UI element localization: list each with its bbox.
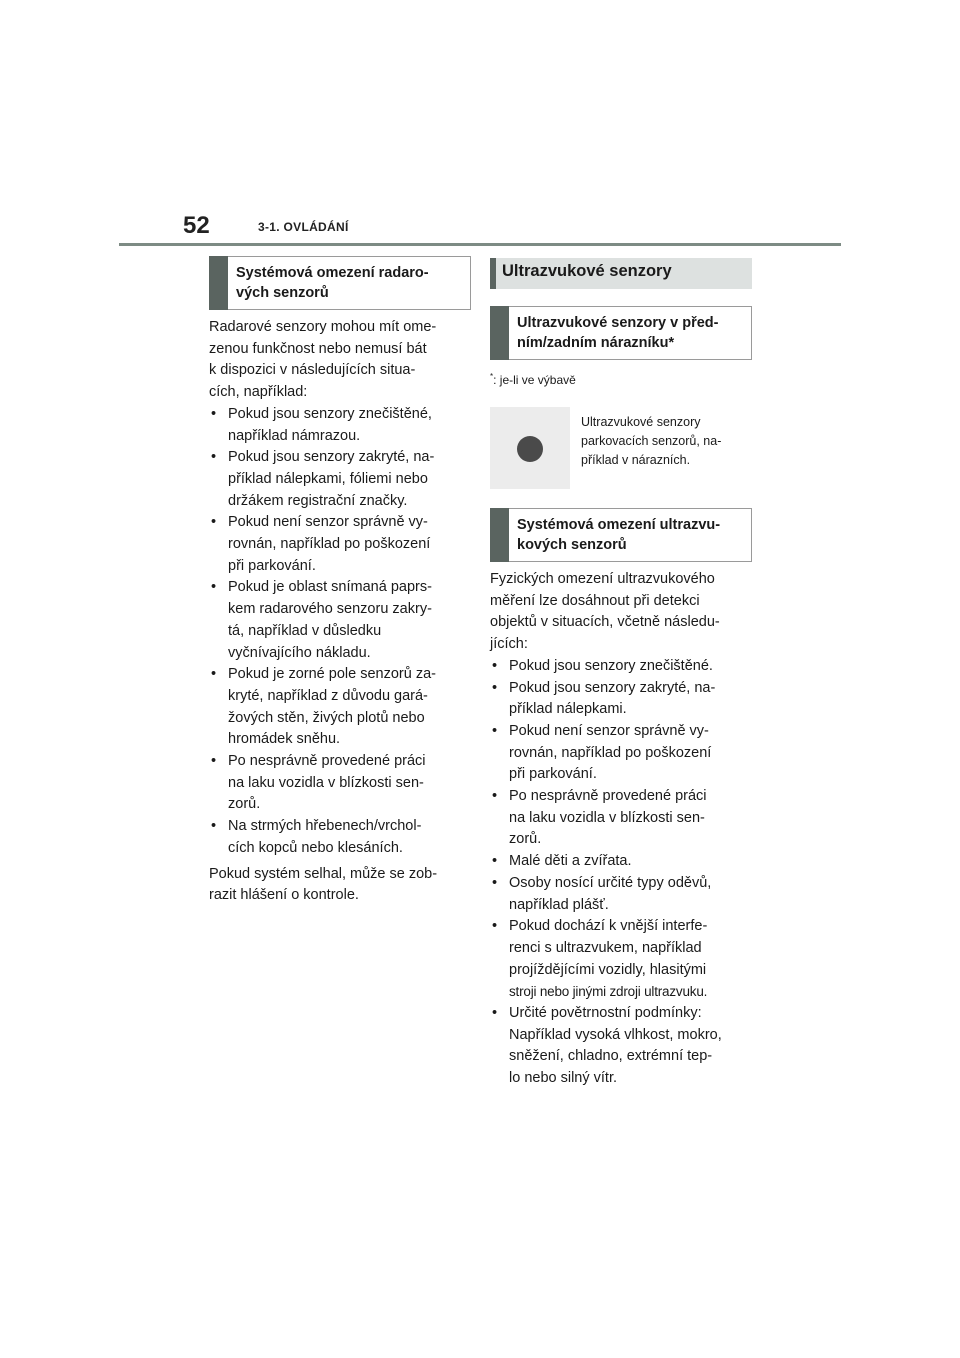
- list-item: • Na strmých hřebenech/vrchol- cích kopců nebo klesáních.: [209, 816, 471, 859]
- heading-line: Systémová omezení radaro-: [236, 265, 429, 281]
- text-line: cích, například:: [209, 384, 308, 401]
- list-item: • Pokud jsou senzory zakryté, na- příklad nálepkami, fóliemi nebo držákem registrační značky.: [209, 447, 471, 512]
- list-item: • Pokud dochází k vnější interfe- renci s ultrazvukem, například projíždějícími vozidly, hlasitými stroji nebo jinými zdroji ultrazvuku.: [490, 916, 752, 1003]
- ultrasonic-intro-paragraph: [490, 569, 752, 656]
- list-item: • Určité povětrnostní podmínky: Například vysoká vlhkost, mokro, sněžení, chladno, extrémní tep- lo nebo silný vítr.: [490, 1003, 752, 1090]
- list-item: • Malé děti a zvířata.: [490, 851, 752, 873]
- list-item: • Pokud jsou senzory znečištěné, například námrazou.: [209, 404, 471, 447]
- radar-intro-paragraph: [209, 317, 471, 404]
- ultrasonic-sensor-icon: [517, 436, 543, 462]
- sensor-caption: Ultrazvukové senzory parkovacích senzorů, na- příklad v nárazních.: [581, 415, 722, 467]
- radar-limitations-list: [209, 404, 471, 860]
- left-column: [209, 256, 471, 907]
- list-item: • Osoby nosící určité typy oděvů, například plášť.: [490, 873, 752, 916]
- list-item: • Pokud jsou senzory zakryté, na- příklad nálepkami.: [490, 678, 752, 721]
- footnote-text: : je-li ve výbavě: [493, 373, 576, 387]
- heading-line: Ultrazvukové senzory v před-: [517, 315, 719, 331]
- text-line: jících:: [490, 636, 528, 653]
- text-line: k dispozici v následujících situa-: [209, 362, 416, 379]
- list-item: • Pokud není senzor správně vy- rovnán, například po poškození při parkování.: [490, 721, 752, 786]
- heading-line: Systémová omezení ultrazvu-: [517, 517, 721, 533]
- text-line: Fyzických omezení ultrazvukového: [490, 571, 715, 587]
- equipment-footnote: [490, 372, 752, 387]
- list-item: • Po nesprávně provedené práci na laku vozidla v blízkosti sen- zorů.: [209, 751, 471, 816]
- heading-line: vých senzorů: [236, 285, 329, 301]
- list-item: • Pokud je zorné pole senzorů za- kryté, například z důvodu gará- žových stěn, živých plotů nebo hromádek sněhu.: [209, 664, 471, 751]
- text-line: zenou funkčnost nebo nemusí bát: [209, 340, 427, 357]
- list-item: • Po nesprávně provedené práci na laku vozidla v blízkosti sen- zorů.: [490, 786, 752, 851]
- right-column: [490, 258, 752, 1090]
- footnote-mark: *: [490, 372, 494, 381]
- text-line: Radarové senzory mohou mít ome-: [209, 319, 437, 335]
- text-line: Pokud systém selhal, může se zob-: [209, 865, 438, 882]
- radar-outro-paragraph: [209, 864, 471, 907]
- radar-limitations-heading: [209, 256, 471, 310]
- text-line: měření lze dosáhnout při detekci: [490, 592, 700, 609]
- heading-line: ním/zadním nárazníku*: [517, 335, 675, 351]
- ultrasonic-sensors-heading: Ultrazvukové senzory: [490, 258, 752, 289]
- sensor-image: [490, 407, 570, 489]
- text-line: objektů v situacích, včetně následu-: [490, 614, 720, 631]
- page-number: 52: [183, 212, 210, 239]
- heading-line: kových senzorů: [517, 537, 627, 553]
- list-item: • Pokud je oblast snímaná paprs- kem radarového senzoru zakry- tá, například v důsledku vyčnívajícího nákladu.: [209, 577, 471, 664]
- text-line: razit hlášení o kontrole.: [209, 887, 359, 904]
- list-item: • Pokud není senzor správně vy- rovnán, například po poškození při parkování.: [209, 512, 471, 577]
- list-item: • Pokud jsou senzory znečištěné.: [490, 656, 752, 678]
- sensor-illustration-block: [490, 407, 752, 489]
- header-divider: [119, 243, 841, 246]
- ultrasonic-limitations-list: [490, 656, 752, 1090]
- section-title: 3-1. OVLÁDÁNÍ: [258, 220, 349, 234]
- ultrasonic-limitations-heading: [490, 508, 752, 562]
- ultrasonic-bumper-heading: [490, 306, 752, 360]
